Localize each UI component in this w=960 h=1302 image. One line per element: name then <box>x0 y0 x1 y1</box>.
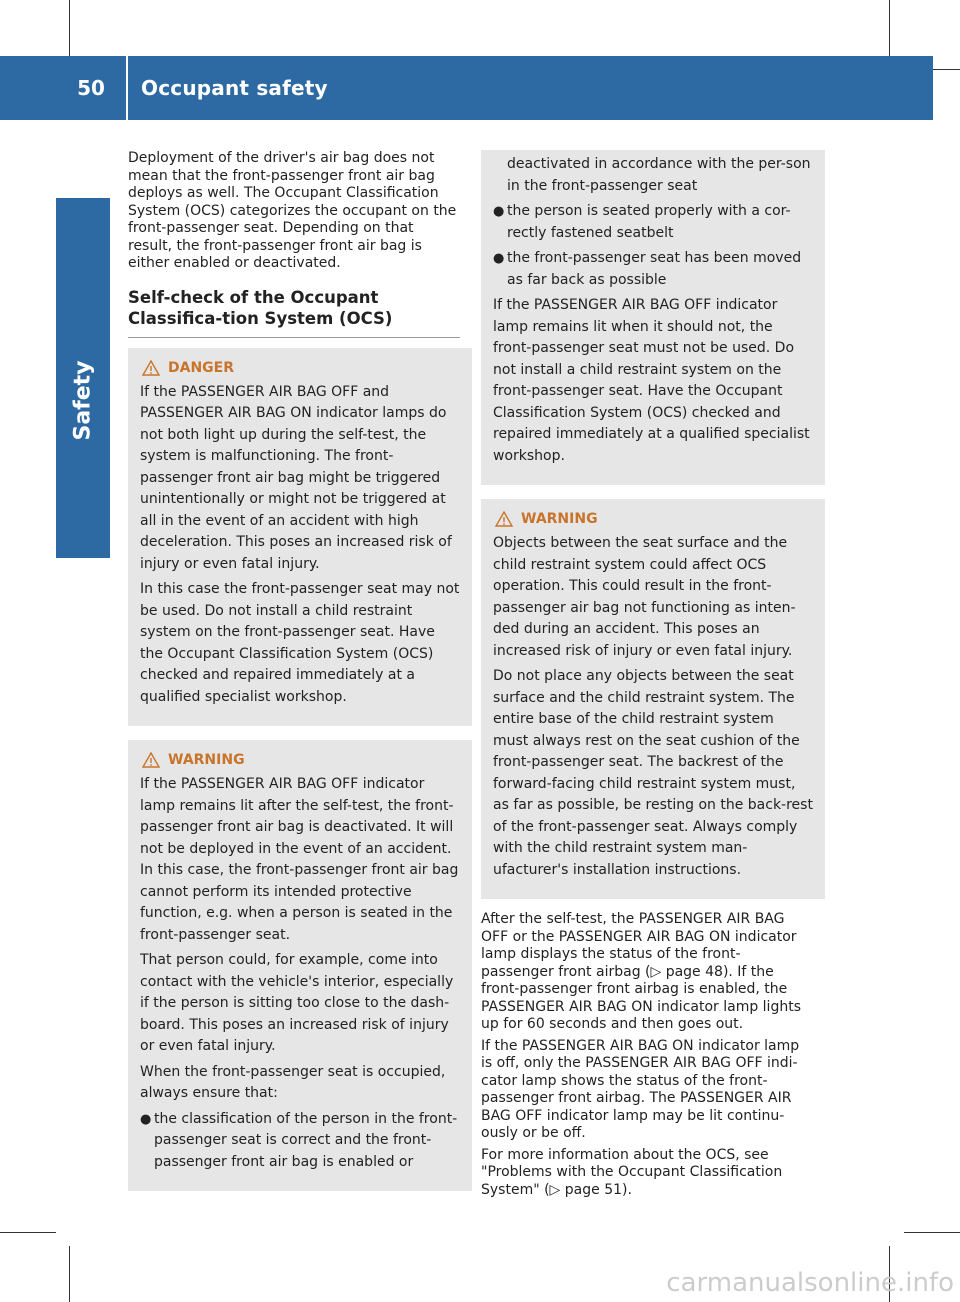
warning-box-continued <box>481 150 825 485</box>
danger-label: DANGER <box>168 359 235 376</box>
warning-title <box>140 752 460 768</box>
warning-paragraph: Objects between the seat surface and the child restraint system could affect OCS operation. This could result in the front-passenger air bag not functioning as inten-ded during an accident. This poses an increased risk of injury or even fatal injury. <box>493 535 796 659</box>
right-column <box>481 150 813 1203</box>
warning-paragraph: Do not place any objects between the seat surface and the child restraint system. The entire base of the child restraint system must always rest on the seat cushion of the front-passenger seat. The backrest of the forward-facing child restraint system must, as far as possible, be resting on the back-rest of the front-passenger seat. Always comply with the child restraint system man-ufacturer's installation instructions. <box>493 668 813 878</box>
watermark: carmanualsonline.info <box>666 1268 954 1298</box>
section-tab-label: Safety <box>70 359 96 441</box>
section-tab-label-wrap <box>58 300 108 500</box>
crop-mark <box>889 0 890 56</box>
header-bar <box>0 56 933 120</box>
list-item <box>493 248 813 291</box>
crop-mark <box>0 1232 56 1233</box>
crop-mark <box>69 0 70 56</box>
list-item <box>140 1109 460 1174</box>
list-item-continued <box>493 154 813 197</box>
bullet-spacer <box>493 154 507 197</box>
section-heading: Self-check of the Occupant Classifica-tion System (OCS) <box>128 287 393 328</box>
warning-paragraph: If the PASSENGER AIR BAG OFF indicator lamp remains lit when it should not, the front-passenger seat must not be used. Do not install a child restraint system on the front-passenger seat. Have the Occupant Classification System (OCS) checked and repaired immediately at a qualified specialist workshop. <box>493 297 810 464</box>
body-paragraph: For more information about the OCS, see "Problems with the Occupant Classification System" (▷ page 51). <box>481 1146 783 1198</box>
warning-label: WARNING <box>168 752 245 768</box>
warning-triangle-icon <box>142 360 160 376</box>
page-number: 50 <box>77 76 105 100</box>
warning-label: WARNING <box>521 511 598 527</box>
warning-triangle-icon <box>142 752 160 768</box>
list-item-text: deactivated in accordance with the per-son in the front-passenger seat <box>507 156 811 194</box>
warning-paragraph: That person could, for example, come into contact with the vehicle's interior, especially if the person is sitting too close to the dash-board. This poses an increased risk of injury or even fatal injury. <box>140 952 454 1054</box>
crop-mark <box>904 1232 960 1233</box>
warning-paragraph: If the PASSENGER AIR BAG OFF indicator lamp remains lit after the self-test, the front-passenger front air bag is deactivated. It will not be deployed in the event of an accident. In this case, the front-passenger front air bag cannot perform its intended protective function, e.g. when a person is seated in the front-passenger seat. <box>140 776 459 943</box>
body-paragraph: If the PASSENGER AIR BAG ON indicator lamp is off, only the PASSENGER AIR BAG OFF indi-cator lamp shows the status of the front-passenger front airbag. The PASSENGER AIR BAG OFF indicator lamp may be lit continu-ously or be off. <box>481 1037 800 1141</box>
warning-title <box>493 511 813 527</box>
danger-title <box>140 360 460 376</box>
bullet-icon: ● <box>493 251 505 266</box>
body-paragraph: After the self-test, the PASSENGER AIR BAG OFF or the PASSENGER AIR BAG ON indicator lamp displays the status of the front-passenger front airbag (▷ page 48). If the front-passenger front airbag is enabled, the PASSENGER AIR BAG ON indicator lamp lights up for 60 seconds and then goes out. <box>481 911 801 1032</box>
header-divider <box>126 56 128 120</box>
danger-paragraph: If the PASSENGER AIR BAG OFF and PASSENGER AIR BAG ON indicator lamps do not both light up during the self-test, the system is malfunctioning. The front-passenger front air bag might be triggered unintentionally or might not be triggered at all in the event of an accident with high deceleration. This poses an increased risk of injury or even fatal injury. <box>140 383 452 572</box>
warning-box <box>481 499 825 899</box>
intro-paragraph: Deployment of the driver's air bag does not mean that the front-passenger front air bag deploys as well. The Occupant Classification System (OCS) categorizes the occupant on the front-passenger seat. Depending on that result, the front-passenger front air bag is either enabled or deactivated. <box>128 150 457 271</box>
list-item-text: the classification of the person in the front-passenger seat is correct and the front-passenger front air bag is enabled or <box>154 1110 458 1170</box>
heading-rule <box>128 337 460 338</box>
list-item-text: the front-passenger seat has been moved as far back as possible <box>507 250 802 288</box>
page-title: Occupant safety <box>141 76 328 100</box>
list-item-text: the person is seated properly with a cor-rectly fastened seatbelt <box>507 203 791 241</box>
crop-mark <box>69 1246 70 1302</box>
danger-paragraph: In this case the front-passenger seat may not be used. Do not install a child restraint system on the front-passenger seat. Have the Occupant Classification System (OCS) checked and repaired immediately at a qualified specialist workshop. <box>140 581 460 705</box>
bullet-icon: ● <box>140 1111 152 1127</box>
warning-triangle-icon <box>495 511 513 527</box>
left-column <box>128 150 460 1191</box>
bullet-icon: ● <box>493 204 505 219</box>
danger-box <box>128 348 472 727</box>
warning-paragraph: When the front-passenger seat is occupied, always ensure that: <box>140 1063 446 1101</box>
warning-box <box>128 740 472 1191</box>
list-item <box>493 201 813 244</box>
